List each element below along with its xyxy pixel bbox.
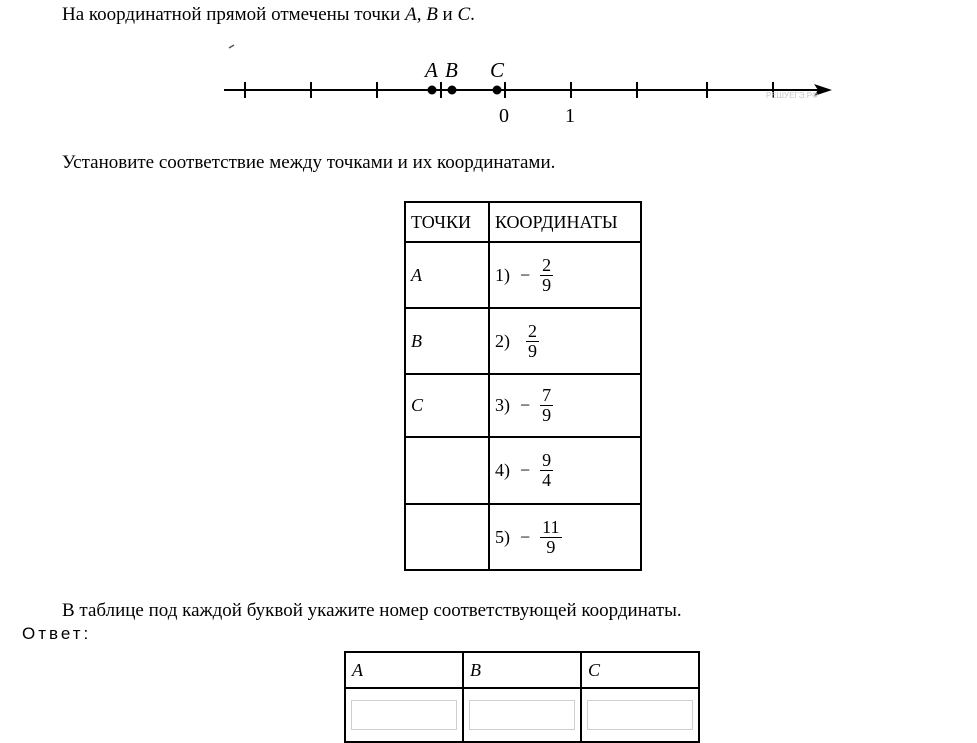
answer-header-b: B [463,652,581,688]
row-point: A [405,242,489,308]
intro-text: На координатной прямой отмечены точки A, B и C. [62,4,475,25]
point-b-dot [448,86,457,95]
row-coord: 2) $\frac{2}{9}$ [489,308,641,374]
table-row [405,242,641,308]
row-point: B [405,308,489,374]
row-coord: 4) − $\frac{9}{4}$ [489,437,641,504]
tick-label-one: 1 [565,105,575,127]
table-row [405,504,641,570]
tick-label-zero: 0 [499,105,509,127]
row-point [405,437,489,504]
answer-input-row [345,688,699,742]
match-table-header [405,202,641,242]
header-coords: КООРДИНАТЫ [489,202,641,242]
match-table [404,201,642,571]
watermark: РЕШУЕГЭ.РФ [766,91,819,100]
point-a-label: A [425,58,438,82]
point-a-dot [428,86,437,95]
table-row [405,437,641,504]
row-coord: 5) − $\frac{11}{9}$ [489,504,641,570]
answer-header-a: A [345,652,463,688]
answer-header-c: C [581,652,699,688]
answer-header-row [345,652,699,688]
stray-mark [229,45,234,48]
answer-input-a[interactable] [351,700,457,730]
answer-input-b[interactable] [469,700,575,730]
row-coord: 3) − $\frac{7}{9}$ [489,374,641,437]
header-points: ТОЧКИ [405,202,489,242]
row-point: C [405,374,489,437]
answer-cell-c [581,688,699,742]
answer-table [344,651,700,743]
table-row [405,374,641,437]
answer-cell-a [345,688,463,742]
point-c-dot [493,86,502,95]
task-text: В таблице под каждой буквой укажите номер соответствующей координаты. [62,600,682,621]
point-b-label: B [445,58,458,82]
answer-label: Ответ: [22,624,92,643]
row-coord: 1) − $\frac{2}{9}$ [489,242,641,308]
row-point [405,504,489,570]
instruction-text: Установите соответствие между точками и их координатами. [62,152,556,173]
answer-input-c[interactable] [587,700,693,730]
answer-cell-b [463,688,581,742]
point-c-label: C [490,58,505,82]
number-line [0,0,977,140]
table-row [405,308,641,374]
